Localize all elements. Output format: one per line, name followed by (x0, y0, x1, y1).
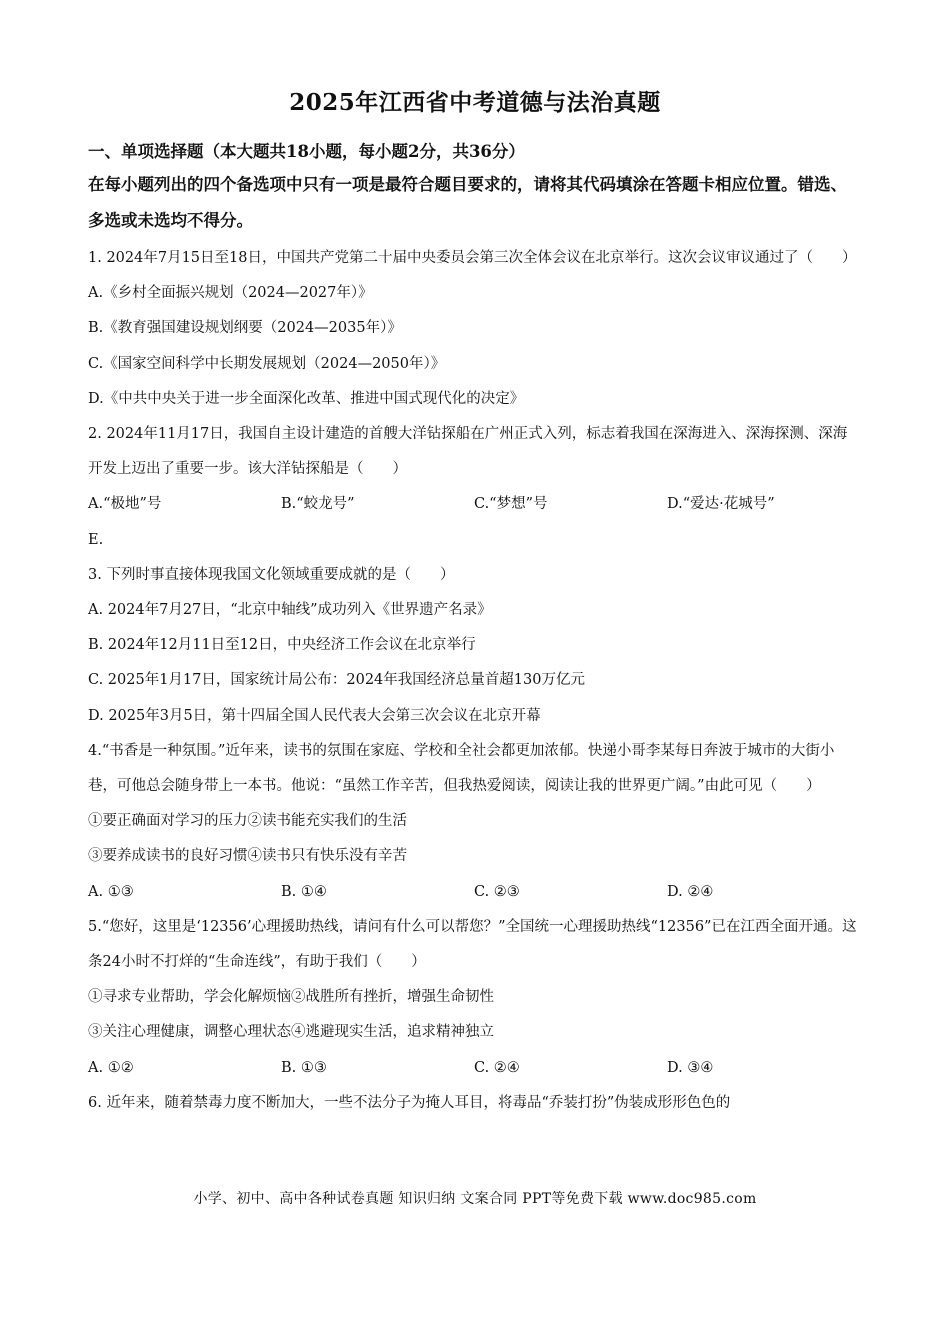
question-stem: 6. 近年来，随着禁毒力度不断加大，一些不法分子为掩人耳目，将毒品“乔装打扮”伪装成形形色色的 (88, 1094, 731, 1111)
option-a: A.“极地”号 (88, 496, 162, 513)
options-row (88, 1051, 860, 1086)
option-b: B. 2024年12月11日至12日，中央经济工作会议在北京举行 (88, 637, 476, 654)
question-5 (88, 910, 860, 1086)
question-stem: 1. 2024年7月15日至18日，中国共产党第二十届中央委员会第三次全体会议在北京举行。这次会议审议通过了（ ） (88, 250, 857, 266)
option-b: B. ①③ (281, 1059, 327, 1076)
question-3 (88, 558, 860, 734)
statement-line: ①要正确面对学习的压力②读书能充实我们的生活 (88, 813, 407, 830)
question-6 (88, 1086, 860, 1121)
page-title: 2025年江西省中考道德与法治真题 (289, 89, 661, 116)
option-d: D.“爱达·花城号” (667, 496, 775, 513)
option-c: C.《国家空间科学中长期发展规划（2024—2050年）》 (88, 355, 446, 372)
question-stem: 3. 下列时事直接体现我国文化领域重要成就的是（ ） (88, 566, 455, 583)
option-e: E. (88, 531, 104, 548)
option-a: A. ①② (88, 1059, 134, 1076)
question-stem: 5.“您好，这里是‘12356’心理援助热线，请问有什么可以帮您？”全国统一心理援助热线“12356”已在江西全面开通。这条24小时不打烊的“生命连线”，有助于我们（ ） (88, 918, 857, 971)
option-c: C. ②③ (474, 883, 520, 900)
question-4 (88, 734, 860, 910)
statement-line: ③关注心理健康，调整心理状态④逃避现实生活，追求精神独立 (88, 1024, 494, 1041)
option-a: A. 2024年7月27日，“北京中轴线”成功列入《世界遗产名录》 (88, 602, 492, 619)
options-row (88, 487, 860, 522)
option-d: D. 2025年3月5日，第十四届全国人民代表大会第三次会议在北京开幕 (88, 707, 541, 724)
options-row (88, 875, 860, 910)
exam-content (88, 136, 860, 1121)
question-stem: 4.“书香是一种氛围。”近年来，读书的氛围在家庭、学校和全社会都更加浓郁。快递小哥李某每日奔波于城市的大街小巷，可他总会随身带上一本书。他说：“虽然工作辛苦，但我热爱阅读，阅读让我的世界更广阔。”由此可见（ ） (88, 742, 835, 795)
page-footer: 小学、初中、高中各种试卷真题 知识归纳 文案合同 PPT等免费下载 www.doc985.com (193, 1191, 757, 1207)
section-heading: 一、单项选择题（本大题共18小题，每小题2分，共36分） (88, 142, 525, 161)
option-a: A. ①③ (88, 883, 134, 900)
statement-line: ①寻求专业帮助，学会化解烦恼②战胜所有挫折，增强生命韧性 (88, 989, 494, 1006)
option-c: C. ②④ (474, 1059, 520, 1076)
option-b: B.“蛟龙号” (281, 496, 355, 513)
option-c: C.“梦想”号 (474, 496, 548, 513)
option-d: D. ③④ (667, 1059, 714, 1076)
option-c: C. 2025年1月17日，国家统计局公布：2024年我国经济总量首超130万亿元 (88, 672, 585, 689)
option-a: A.《乡村全面振兴规划（2024—2027年）》 (88, 285, 373, 302)
section-instructions: 在每小题列出的四个备选项中只有一项是最符合题目要求的，请将其代码填涂在答题卡相应位置。错选、多选或未选均不得分。 (88, 175, 847, 230)
option-b: B. ①④ (281, 883, 327, 900)
option-d: D.《中共中央关于进一步全面深化改革、推进中国式现代化的决定》 (88, 390, 525, 407)
question-stem: 2. 2024年11月17日，我国自主设计建造的首艘大洋钻探船在广州正式入列，标志着我国在深海进入、深海探测、深海开发上迈出了重要一步。该大洋钻探船是（ ） (88, 426, 848, 478)
question-1 (88, 241, 860, 417)
statement-line: ③要养成读书的良好习惯④读书只有快乐没有辛苦 (88, 848, 407, 865)
question-2 (88, 417, 860, 558)
option-d: D. ②④ (667, 883, 714, 900)
option-b: B.《教育强国建设规划纲要（2024—2035年）》 (88, 320, 402, 337)
